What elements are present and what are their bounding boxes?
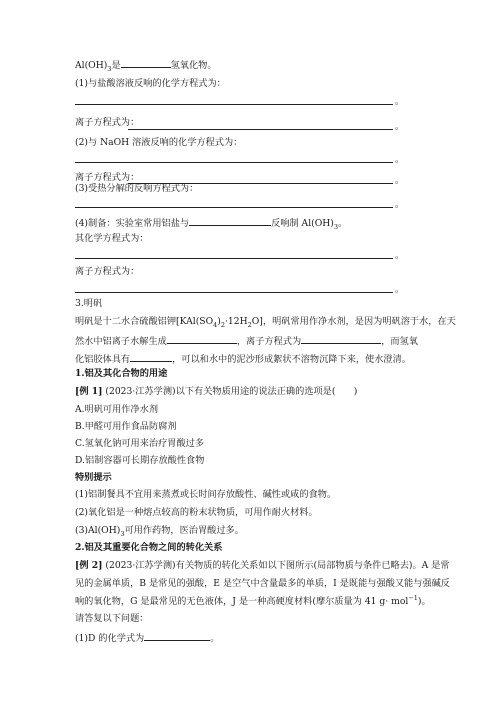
period: 。 bbox=[395, 285, 405, 295]
ion-label-1: 离子方程式为： bbox=[75, 117, 140, 128]
period: 。 bbox=[395, 176, 405, 186]
example2-q1: (1)D 的化学式为 。 bbox=[75, 633, 220, 644]
period: 。 bbox=[395, 200, 405, 210]
answer-line[interactable] bbox=[75, 207, 393, 208]
q4-line: (4)制备：实验室常用铝盐与 反响制 $Al(OH)_3$。 bbox=[75, 218, 348, 231]
answer-line[interactable] bbox=[75, 292, 393, 293]
fill-blank[interactable] bbox=[121, 58, 171, 68]
answer-line[interactable] bbox=[75, 104, 393, 105]
fill-blank[interactable] bbox=[144, 631, 210, 641]
option-c[interactable]: C.氢氧化钠可用来治疗胃酸过多 bbox=[75, 438, 205, 449]
q1-label: (1)与盐酸溶液反响的化学方程式为： bbox=[75, 78, 226, 89]
ion-label-3: 离子方程式为： bbox=[75, 266, 140, 277]
q2-label: (2)与 NaOH 溶液反响的化学方程式为： bbox=[75, 137, 243, 148]
tip-3: $(3)Al(OH)_3$可用作药物，医治胃酸过多。 bbox=[75, 525, 244, 538]
other-eq-label: 其化学方程式为： bbox=[75, 233, 149, 244]
fill-blank[interactable] bbox=[301, 334, 381, 344]
example1-line: [例 1] (2023·江苏学测)以下有关物质用途的说法正确的选项是( ) bbox=[75, 386, 358, 397]
fill-blank[interactable] bbox=[189, 216, 271, 226]
ion-label-2: 离子方程式为： bbox=[75, 172, 140, 183]
period: 。 bbox=[395, 122, 405, 132]
option-d[interactable]: D.铝制容器可长期存放酸性食物 bbox=[75, 455, 205, 466]
alum-heading: 3.明矾 bbox=[75, 298, 103, 309]
tips-heading: 特别提示 bbox=[75, 472, 112, 483]
section2-heading: 2.铝及其重要化合物之间的转化关系 bbox=[75, 542, 223, 553]
aloh3-intro-line: $Al(OH)_3$是 氢氧化物。 bbox=[75, 60, 217, 73]
period: 。 bbox=[395, 155, 405, 165]
section1-heading: 1.铝及其化合物的用途 bbox=[75, 368, 168, 379]
tip-1: (1)铝制餐具不宜用来蒸煮或长时间存放酸性、碱性或咸的食物。 bbox=[75, 489, 337, 500]
tip-2: (2)氧化铝是一种熔点较高的粉末状物质，可用作耐火材料。 bbox=[75, 507, 318, 518]
alum-para-line-3: 化铝胶体具有 ，可以和水中的泥沙形成絮状不溶物沉降下来，使水澄清。 bbox=[75, 354, 411, 365]
option-a[interactable]: A.明矾可用作净水剂 bbox=[75, 404, 159, 415]
answer-line[interactable] bbox=[75, 258, 393, 259]
alum-para-line-2: 然水中铝离子水解生成 ，离子方程式为 ，而氢氧 bbox=[75, 336, 418, 347]
answer-line[interactable] bbox=[75, 162, 393, 163]
fill-blank[interactable] bbox=[130, 352, 172, 362]
option-b[interactable]: B.甲醛可用作食品防腐剂 bbox=[75, 421, 177, 432]
period: 。 bbox=[395, 251, 405, 261]
example2-line-3: 响的氧化物，G 是最常见的无色液体，J 是一种高硬度材料(摩尔质量为 41 g· mol$^{-1}$)。 bbox=[75, 593, 431, 607]
q3-label: (3)受热分解的反响方程式为： bbox=[75, 183, 199, 194]
period: 。 bbox=[395, 97, 405, 107]
example2-line-2: 见的金属单质，B 是常见的强酸，E 是空气中含量最多的单质，I 是既能与强酸又能与强碱反 bbox=[75, 578, 450, 589]
alum-para-line-1: 明矾是十二水合硫酸铝钾$[KAl(SO_4)_2\cdot 12H_2O]$，明矾常用作净水剂，是因为明矾溶于水，在天 bbox=[75, 316, 456, 329]
answer-line[interactable] bbox=[128, 129, 393, 130]
fill-blank[interactable] bbox=[167, 334, 237, 344]
example2-prompt: 请答复以下问题： bbox=[75, 613, 149, 624]
example2-line-1: [例 2] (2023·江苏学测)有关物质的转化关系如以下图所示(局部物质与条件已略去)。A 是常 bbox=[75, 560, 450, 571]
